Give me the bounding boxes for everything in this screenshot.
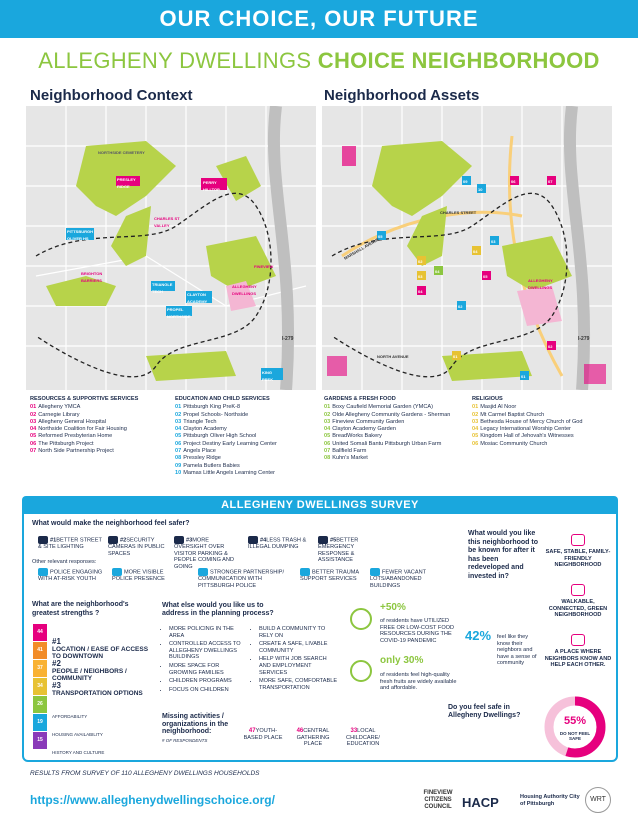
map-label-king: KING PREK <box>262 370 274 382</box>
legend-label: United Somali Bantu Pittsburgh Urban Farm <box>332 440 442 447</box>
legend-item <box>324 433 469 440</box>
else-item: • MORE SAFE, COMFORTABLE TRANSPORTATION <box>259 678 338 691</box>
legend-label: Mosiac Community Church <box>480 440 548 447</box>
svg-text:04: 04 <box>418 289 423 294</box>
legend-item <box>30 441 170 448</box>
legend-item <box>175 448 315 455</box>
legend-label: Allegheny YMCA <box>38 404 81 411</box>
pct42-text: feel like they know their neighbors and have a sense of community <box>497 634 537 667</box>
legend-number: 05 <box>472 433 479 440</box>
safe-item <box>108 536 174 557</box>
map-label-propel: PROPEL NORTHSIDE <box>167 307 191 319</box>
legend-item <box>175 419 315 426</box>
safe-item <box>318 536 384 564</box>
known-icon <box>571 634 585 646</box>
legend-label: Triangle Tech <box>183 418 217 425</box>
legend-item <box>175 433 315 440</box>
else-item: • MORE SPACE FOR GROWING FAMILIES <box>169 663 248 676</box>
legend-label: North Side Partnership Project <box>38 448 114 455</box>
legend-number: 09 <box>175 462 182 469</box>
other-label: Other relevant responses: <box>32 559 97 565</box>
other-label-text: POLICE ENGAGING WITH AT-RISK YOUTH <box>38 569 103 583</box>
legend-number: 05 <box>30 433 37 440</box>
response-icon <box>198 568 208 576</box>
legend-item <box>324 455 469 462</box>
legend-label: Clayton Academy Garden <box>332 426 396 433</box>
legend-number: 04 <box>30 426 37 433</box>
legend-label: Propel Schools- Northside <box>183 411 249 418</box>
svg-text:02: 02 <box>548 344 553 349</box>
stat2-text: of residents feel high-quality fresh fruits are widely available and affordable. <box>380 672 457 692</box>
legend-label: Reformed Presbyterian Home <box>38 433 113 440</box>
map-label-charles: CHARLES ST VALLEY <box>154 216 180 228</box>
strength-bar: 15 <box>33 732 47 749</box>
legend-number: 01 <box>30 404 37 411</box>
safe-rank: #5 <box>330 537 337 544</box>
known-icon <box>571 534 585 546</box>
food-icon <box>350 608 372 630</box>
legend-number: 02 <box>175 411 182 418</box>
legend-label: Pamela Butlers Babies <box>183 462 240 469</box>
strength-label: PEOPLE / NEIGHBORS / COMMUNITY <box>52 668 127 682</box>
legend-number: 01 <box>175 404 182 411</box>
stat1-text: of residents have UTILIZED FREE OR LOW-COST FOOD RESOURCES DURING THE COVID-19 PANDEMIC <box>380 618 455 644</box>
stat1-pct: +50% <box>380 602 406 613</box>
legend-resources-list <box>30 404 170 455</box>
missing-item <box>290 728 336 748</box>
strength-bar: 19 <box>33 714 47 731</box>
context-map-graphic <box>26 106 316 390</box>
svg-text:01: 01 <box>453 354 458 359</box>
legend-item <box>324 419 469 426</box>
legend-label: Pittsburgh King PreK-8 <box>183 404 241 411</box>
else-item: • CHILDREN PROGRAMS <box>169 678 248 685</box>
known-item <box>544 584 612 619</box>
legend-label: Mt Carmel Baptist Church <box>480 411 545 418</box>
else-item: • MORE POLICING IN THE AREA <box>169 626 248 639</box>
legend-label: Pittsburgh Oliver High School <box>183 433 257 440</box>
legend-item <box>175 404 315 411</box>
strength-label: LOCATION / EASE OF ACCESS TO DOWNTOWN <box>52 646 149 660</box>
else-list-a <box>162 626 248 695</box>
other-label-text: MORE VISIBLE POLICE PRESENCE <box>112 569 165 583</box>
hacp-subtitle: Housing Authority City of Pittsburgh <box>520 794 580 807</box>
legend-number: 07 <box>175 448 182 455</box>
legend-number: 02 <box>472 411 479 418</box>
page-title <box>0 48 638 74</box>
top-banner: OUR CHOICE, OUR FUTURE <box>0 0 638 38</box>
assets-map <box>322 106 612 390</box>
map-label-oliver: PITTSBURGH OLIVER HS <box>67 229 93 241</box>
legend-item <box>30 419 170 426</box>
legend-label: Kuhn's Market <box>332 455 368 462</box>
legend-item <box>30 433 170 440</box>
pct55: 55% <box>563 715 587 727</box>
legend-number: 08 <box>175 455 182 462</box>
legend-label: Angels Place <box>183 448 216 455</box>
title-part-b: CHOICE NEIGHBORHOOD <box>317 48 600 73</box>
legend-number: 05 <box>175 433 182 440</box>
map-label-i279-assets: I-279 <box>578 336 590 342</box>
legend-item <box>324 412 469 419</box>
legend-number: 04 <box>175 426 182 433</box>
legend-education-title: EDUCATION AND CHILD SERVICES <box>175 396 270 402</box>
svg-text:03: 03 <box>491 239 496 244</box>
known-label: A PLACE WHERE NEIGHBORS KNOW AND HELP EACH OTHER. <box>544 649 612 669</box>
legend-item <box>324 426 469 433</box>
legend-item <box>175 470 315 477</box>
map-label-brighton: BRIGHTON BARRIERS <box>81 271 103 283</box>
missing-count: 33 <box>350 728 358 734</box>
safe-item <box>174 536 240 570</box>
map-label-cemetery: NORTHSIDE CEMETERY <box>98 150 145 155</box>
legend-number: 03 <box>472 418 479 425</box>
title-part-a: ALLEGHENY DWELLINGS <box>38 48 318 73</box>
else-item: • FOCUS ON CHILDREN <box>169 687 248 694</box>
strength-item <box>52 682 152 697</box>
pct55-text: DO NOT FEEL SAFE <box>559 731 591 741</box>
map-label-marshall: MARSHALL AVENUE <box>343 236 380 261</box>
context-heading: Neighborhood Context <box>30 87 193 104</box>
legend-item <box>175 441 315 448</box>
strength-item <box>52 660 152 682</box>
other-item <box>198 568 288 589</box>
response-icon <box>38 568 48 576</box>
legend-item <box>324 448 469 455</box>
q-safer: What would make the neighborhood feel safer? <box>32 520 190 527</box>
safe-item <box>248 536 314 551</box>
q-safe-feel: Do you feel safe in Allegheny Dwellings? <box>448 704 521 719</box>
legend-label: Project Destiny Early Learning Center <box>183 440 277 447</box>
legend-item <box>30 448 170 455</box>
legend-item <box>472 404 617 411</box>
known-item <box>544 634 612 669</box>
strength-minor-item: HOUSING AVAILABILITY <box>52 732 103 737</box>
legend-gardens <box>324 396 469 463</box>
q-known: What would you like this neighborhood to be known for after it has been redeveloped and invested in? <box>468 530 538 580</box>
safe-rank: #4 <box>260 537 267 544</box>
missing-label: CENTRAL GATHERING PLACE <box>296 728 330 748</box>
legend-label: Bethesda House of Mercy Church of God <box>480 418 583 425</box>
legend-religious <box>472 396 617 448</box>
legend-label: Olde Allegheny Community Gardens - Sherman <box>332 411 451 418</box>
safe-label: BETTER EMERGENCY RESPONSE & ASSISTANCE <box>318 537 359 564</box>
legend-label: Pressley Ridge <box>183 455 221 462</box>
missing-count: 46 <box>296 728 304 734</box>
legend-label: Mamas Little Angels Learning Center <box>183 469 275 476</box>
other-item <box>300 568 366 583</box>
safety-icon <box>318 536 328 544</box>
missing-sub: # OF RESPONDENTS <box>162 738 208 743</box>
legend-number: 06 <box>324 440 331 447</box>
else-item: • CREATE A SAFE, LIVABLE COMMUNITY <box>259 641 338 654</box>
q-else: What else would you like us to address in the planning process? <box>162 602 274 617</box>
legend-label: Legacy International Worship Center <box>480 426 571 433</box>
else-list-b <box>252 626 338 693</box>
map-label-charles-st: CHARLES STREET <box>440 210 477 215</box>
svg-text:02: 02 <box>458 304 463 309</box>
legend-label: Ballfield Farm <box>332 448 367 455</box>
strength-bar: 37 <box>33 660 47 677</box>
other-item <box>38 568 104 583</box>
other-label-text: BETTER TRAUMA SUPPORT SERVICES <box>300 569 359 583</box>
legend-number: 03 <box>324 418 331 425</box>
missing-label: LOCAL CHILDCARE/ EDUCATION <box>346 728 380 748</box>
legend-number: 03 <box>30 418 37 425</box>
safe-rank: #3 <box>186 537 193 544</box>
legend-item <box>472 419 617 426</box>
legend-item <box>30 404 170 411</box>
context-map <box>26 106 316 390</box>
safe-item <box>38 536 104 551</box>
strength-minor-item: AFFORDABILITY <box>52 714 88 719</box>
legend-number: 06 <box>30 440 37 447</box>
legend-label: Allegheny General Hospital <box>38 418 107 425</box>
legend-item <box>30 426 170 433</box>
legend-number: 06 <box>472 440 479 447</box>
safe-label: LESS TRASH & ILLEGAL DUMPING <box>248 537 307 551</box>
legend-number: 10 <box>175 469 182 476</box>
strength-minor-item: HISTORY AND CULTURE <box>52 750 105 755</box>
legend-label: Boxy Caufield Memorial Garden (YMCA) <box>332 404 433 411</box>
svg-text:10: 10 <box>478 187 483 192</box>
strength-bar: 44 <box>33 624 47 641</box>
map-label-ad-assets: ALLEGHENY DWELLINGS <box>528 278 553 290</box>
stat2-pct: only 30% <box>380 655 424 666</box>
q-strengths: What are the neighborhood's greatest strengths ? <box>32 601 129 617</box>
legend-label: BreadWorks Bakery <box>332 433 382 440</box>
legend-label: Fineview Community Garden <box>332 418 405 425</box>
fruit-icon <box>350 660 372 682</box>
svg-text:03: 03 <box>418 274 423 279</box>
footnote: RESULTS FROM SURVEY OF 110 ALLEGHENY DWELLINGS HOUSEHOLDS <box>30 770 260 777</box>
map-label-north-ave: NORTH AVENUE <box>377 354 409 359</box>
map-label-fineview: FINEVIEW <box>254 264 274 269</box>
legend-item <box>472 433 617 440</box>
svg-text:01: 01 <box>521 374 526 379</box>
hacp-logo: HACP <box>462 795 499 810</box>
legend-label: Kingdom Hall of Jehovah's Witnesses <box>480 433 574 440</box>
strength-rank: #3 <box>52 681 61 690</box>
legend-number: 03 <box>175 418 182 425</box>
legend-resources-title: RESOURCES & SUPPORTIVE SERVICES <box>30 396 139 402</box>
legend-item <box>30 412 170 419</box>
strength-bar: 26 <box>33 696 47 713</box>
legend-item <box>175 455 315 462</box>
known-icon <box>571 584 585 596</box>
legend-number: 07 <box>30 448 37 455</box>
safety-icon <box>38 536 48 544</box>
legend-item <box>324 404 469 411</box>
legend-label: Masjid Al Noor <box>480 404 517 411</box>
else-item: • HELP WITH JOB SEARCH AND EMPLOYMENT SERVICES <box>259 656 338 676</box>
legend-religious-list <box>472 404 617 448</box>
other-label-text: STRONGER PARTNERSHIP/ COMMUNICATION WITH PITTSBURGH POLICE <box>198 569 285 589</box>
missing-item <box>340 728 386 748</box>
website-link[interactable]: https://www.alleghenydwellingschoice.org/ <box>30 793 275 807</box>
legend-number: 05 <box>324 433 331 440</box>
legend-religious-title: RELIGIOUS <box>472 396 503 402</box>
svg-text:04: 04 <box>473 249 478 254</box>
safe-label: BETTER STREET & SITE LIGHTING <box>38 537 102 551</box>
safe-label: MORE OVERSIGHT OVER VISITOR PARKING & PEOPLE COMING AND GOING <box>174 537 234 570</box>
strength-bar: 41 <box>33 642 47 659</box>
pct42: 42% <box>465 628 492 643</box>
known-item <box>544 534 612 569</box>
other-item <box>370 568 436 589</box>
else-item: • CONTROLLED ACCESS TO ALLEGHENY DWELLINGS BUILDINGS <box>169 641 248 661</box>
legend-number: 01 <box>324 404 331 411</box>
q-missing: Missing activities / organizations in the neighborhood: <box>162 713 229 735</box>
else-item: • BUILD A COMMUNITY TO RELY ON <box>259 626 338 639</box>
known-label: WALKABLE, CONNECTED, GREEN NEIGHBORHOOD <box>548 599 608 619</box>
legend-label: Clayton Academy <box>183 426 227 433</box>
legend-number: 08 <box>324 455 331 462</box>
strength-bar: 34 <box>33 678 47 695</box>
map-label-triangle: TRIANGLE TECH <box>152 282 173 294</box>
map-label-perry: PERRY HILLTOP <box>203 180 220 192</box>
map-label-i279: I-279 <box>282 336 294 342</box>
legend-number: 04 <box>472 426 479 433</box>
svg-text:07: 07 <box>548 179 553 184</box>
legend-item <box>472 426 617 433</box>
map-label-clayton: CLAYTON ACADEMY <box>187 292 208 304</box>
legend-number: 02 <box>324 411 331 418</box>
fineview-logo: FINEVIEW CITIZENS COUNCIL <box>423 790 453 810</box>
assets-heading: Neighborhood Assets <box>324 87 480 104</box>
svg-text:02: 02 <box>418 259 423 264</box>
strength-rank: #1 <box>52 637 61 646</box>
response-icon <box>112 568 122 576</box>
response-icon <box>300 568 310 576</box>
svg-text:05: 05 <box>378 234 383 239</box>
missing-item <box>240 728 286 741</box>
legend-education-list <box>175 404 315 477</box>
other-item <box>112 568 178 583</box>
legend-item <box>472 441 617 448</box>
svg-text:09: 09 <box>463 179 468 184</box>
known-label: SAFE, STABLE, FAMILY-FRIENDLY NEIGHBORHOOD <box>545 549 611 569</box>
legend-gardens-title: GARDENS & FRESH FOOD <box>324 396 396 402</box>
strength-label: TRANSPORTATION OPTIONS <box>52 690 143 697</box>
legend-item <box>175 412 315 419</box>
svg-text:05: 05 <box>483 274 488 279</box>
strength-rank: #2 <box>52 659 61 668</box>
legend-item <box>175 426 315 433</box>
legend-label: Northside Coalition for Fair Housing <box>38 426 127 433</box>
safety-icon <box>248 536 258 544</box>
legend-label: The Pittsburgh Project <box>38 440 94 447</box>
legend-item <box>324 441 469 448</box>
legend-number: 02 <box>30 411 37 418</box>
safe-donut <box>540 696 610 758</box>
safe-rank: #1 <box>50 537 57 544</box>
other-label-text: FEWER VACANT LOTS/ABANDONED BUILDINGS <box>370 569 426 589</box>
legend-number: 06 <box>175 440 182 447</box>
legend-resources <box>30 396 170 455</box>
svg-text:06: 06 <box>511 179 516 184</box>
map-label-presley: PRESLEY RIDGE <box>117 177 136 189</box>
safety-icon <box>108 536 118 544</box>
safe-rank: #2 <box>120 537 127 544</box>
missing-label: YOUTH-BASED PLACE <box>243 728 283 741</box>
legend-label: Carnegie Library <box>38 411 80 418</box>
map-label-ad: ALLEGHENY DWELLINGS <box>232 284 257 296</box>
legend-item <box>175 463 315 470</box>
legend-number: 07 <box>324 448 331 455</box>
survey-title: ALLEGHENY DWELLINGS SURVEY <box>22 496 618 514</box>
legend-number: 01 <box>472 404 479 411</box>
strength-item <box>52 638 152 660</box>
missing-count: 47 <box>248 728 256 734</box>
legend-education <box>175 396 315 477</box>
response-icon <box>370 568 380 576</box>
legend-gardens-list <box>324 404 469 462</box>
legend-item <box>472 412 617 419</box>
svg-text:04: 04 <box>435 269 440 274</box>
safe-label: SECURITY CAMERAS IN PUBLIC SPACES <box>108 537 165 557</box>
wrt-logo: WRT <box>585 787 611 813</box>
safety-icon <box>174 536 184 544</box>
legend-number: 04 <box>324 426 331 433</box>
